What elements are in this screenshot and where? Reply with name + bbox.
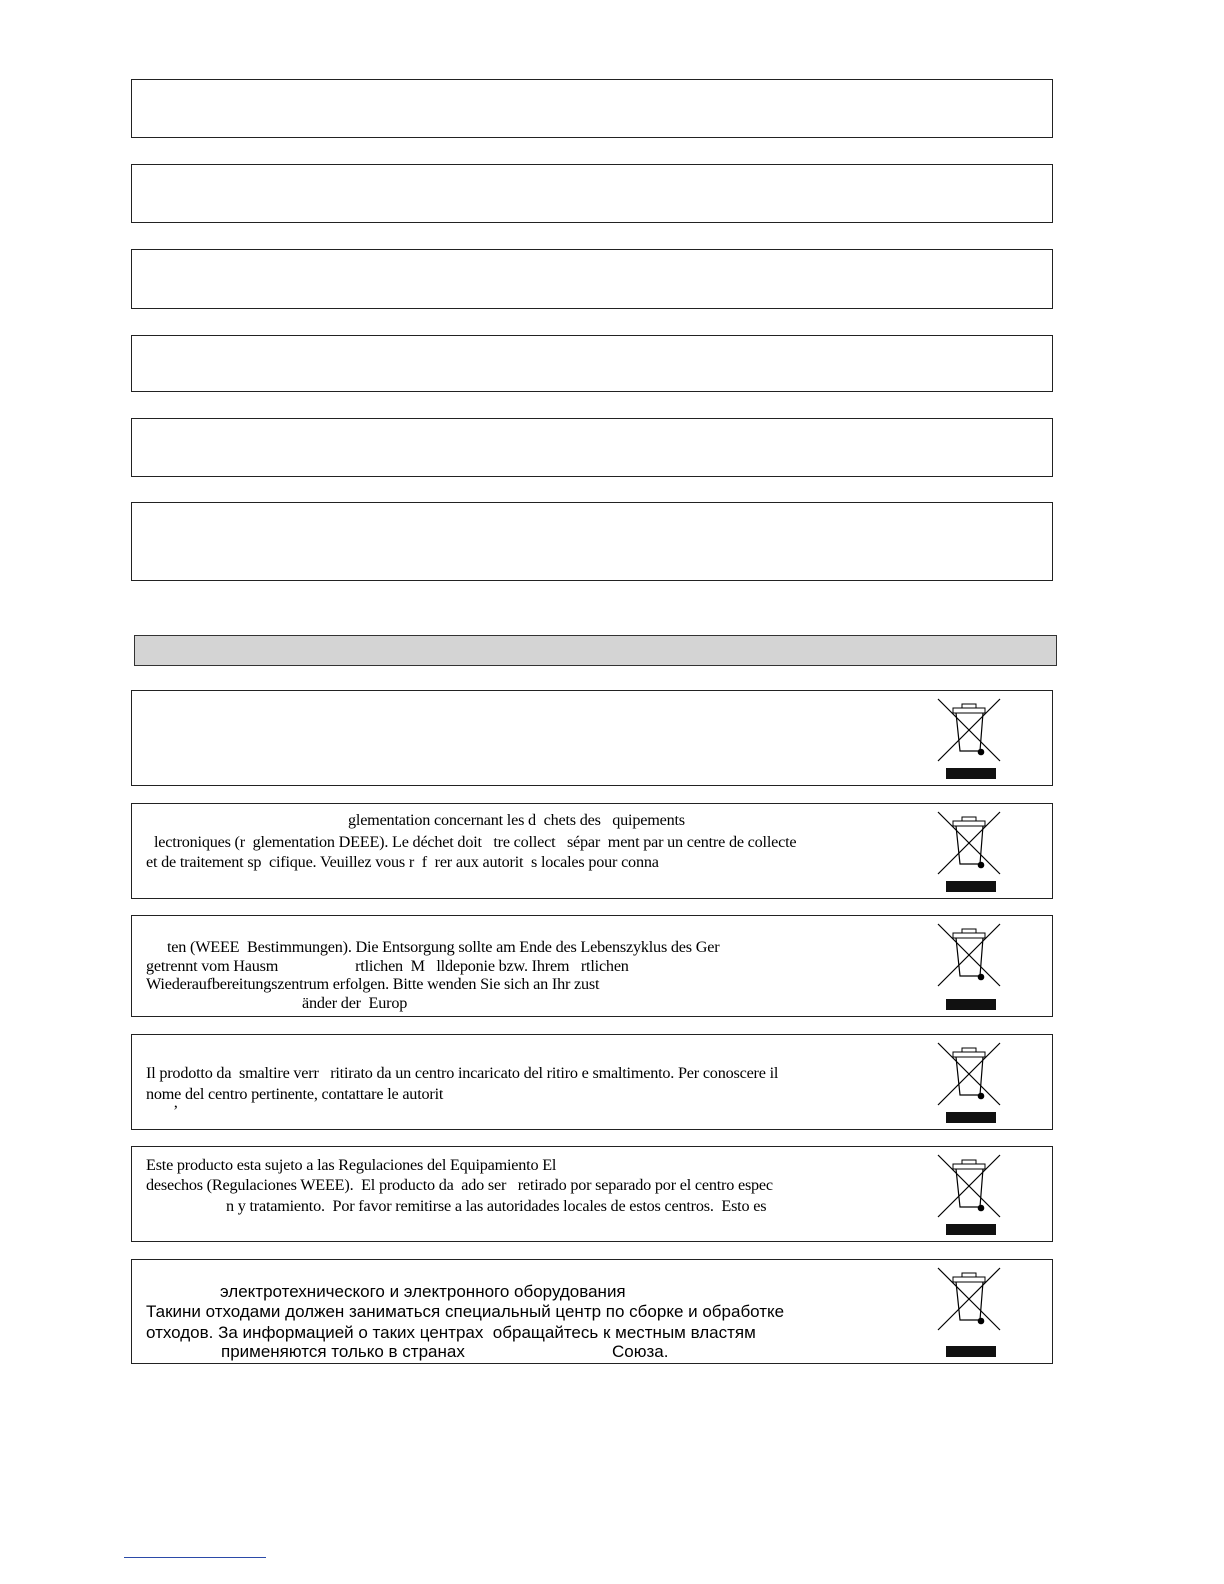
weee-notice-text [146, 804, 906, 898]
weee-notice-es [131, 1146, 1053, 1242]
weee-notice-text [146, 1260, 906, 1363]
weee-section-header-bar [134, 635, 1057, 666]
text-line: ’ [173, 1102, 179, 1120]
weee-date-bar [946, 1224, 996, 1235]
text-line: getrennt vom Hausm rtlichen M lldeponie bzw. Ihrem rtlichen [146, 957, 629, 975]
text-line: glementation concernant les d chets des quipements [348, 811, 685, 829]
text-line: Союза. [612, 1342, 669, 1361]
crossed-out-wheelie-bin-icon [934, 695, 1004, 765]
empty-notice-box-4 [131, 335, 1053, 392]
weee-notice-fr [131, 803, 1053, 899]
crossed-out-wheelie-bin-icon [934, 808, 1004, 878]
weee-notice-it [131, 1034, 1053, 1130]
empty-notice-box-6 [131, 502, 1053, 581]
footer-rule [124, 1557, 266, 1558]
crossed-out-wheelie-bin-icon [934, 1039, 1004, 1109]
text-line: Такини отходами должен заниматься специальный центр по сборке и обработке [146, 1302, 785, 1321]
weee-notice-en [131, 690, 1053, 786]
weee-date-bar [946, 1346, 996, 1357]
weee-date-bar [946, 999, 996, 1010]
weee-notice-text [146, 1147, 906, 1241]
text-line: desechos (Regulaciones WEEE). El producto da ado ser retirado por separado por el centro espec [146, 1176, 773, 1194]
weee-notice-de [131, 915, 1053, 1017]
text-line: отходов. За информацией о таких центрах обращайтесь к местным властям [146, 1323, 756, 1342]
text-line: Este producto esta sujeto a las Regulaciones del Equipamiento El [146, 1156, 557, 1174]
text-line: änder der Europ [302, 994, 408, 1012]
weee-date-bar [946, 881, 996, 892]
text-line: Il prodotto da smaltire verr ritirato da un centro incaricato del ritiro e smaltimento. Per conoscere il [146, 1064, 779, 1082]
text-line: et de traitement sp cifique. Veuillez vous r f rer aux autorit s locales pour conna [146, 853, 659, 871]
crossed-out-wheelie-bin-icon [934, 1264, 1004, 1334]
weee-notice-text [146, 691, 906, 785]
weee-notice-text [146, 916, 906, 1016]
text-line: nome del centro pertinente, contattare le autorit [146, 1085, 444, 1103]
crossed-out-wheelie-bin-icon [934, 1151, 1004, 1221]
weee-date-bar [946, 768, 996, 779]
weee-notice-text [146, 1035, 906, 1129]
empty-notice-box-3 [131, 249, 1053, 309]
empty-notice-box-1 [131, 79, 1053, 138]
text-line: lectroniques (r glementation DEEE). Le déchet doit tre collect sépar ment par un centre de collecte [154, 833, 797, 851]
text-line: Wiederaufbereitungszentrum erfolgen. Bitte wenden Sie sich an Ihr zust [146, 975, 600, 993]
weee-date-bar [946, 1112, 996, 1123]
text-line: электротехнического и электронного оборудования [220, 1282, 626, 1301]
empty-notice-box-5 [131, 418, 1053, 477]
empty-notice-box-2 [131, 164, 1053, 223]
weee-notice-ru [131, 1259, 1053, 1364]
text-line: применяются только в странах [221, 1342, 465, 1361]
text-line: ten (WEEE Bestimmungen). Die Entsorgung sollte am Ende des Lebenszyklus des Ger [167, 938, 720, 956]
text-line: n y tratamiento. Por favor remitirse a las autoridades locales de estos centros. Esto es [226, 1197, 767, 1215]
crossed-out-wheelie-bin-icon [934, 920, 1004, 990]
